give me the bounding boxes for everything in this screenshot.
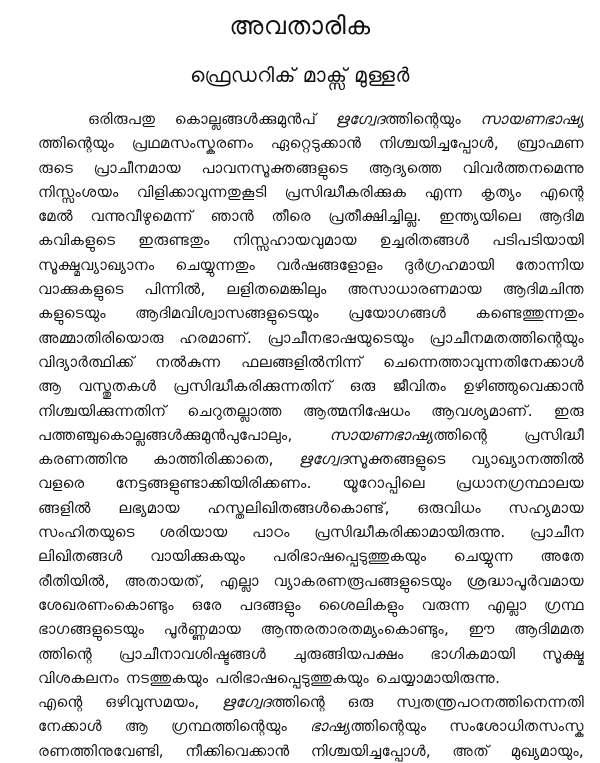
text-word: ഭാഷ്യത്തിന്റെയും <box>309 717 427 736</box>
text-word: ഏറ്റെടുക്കാൻ <box>270 134 362 153</box>
text-word: പ്രാചീനമതത്തിന്റെയും <box>429 328 584 347</box>
text-word: രണത്തിനുവേണ്ടി, <box>38 741 164 760</box>
text-word: രീതിയിൽ, <box>38 571 110 590</box>
text-word: ആദിമമത <box>514 620 584 639</box>
text-word: യൂറോപ്പിലെ <box>342 474 425 493</box>
text-word: അസാധാരണമായ <box>347 280 482 299</box>
text-word: വസ്തുതകൾ <box>78 377 157 396</box>
text-line <box>38 399 584 423</box>
text-word: എന്ന <box>424 182 463 201</box>
text-word: വളരെ <box>38 474 85 493</box>
text-word: ഉഴിഞ്ഞുവെക്കാൻ <box>463 377 584 396</box>
text-word: പൂർണ്ണമായ <box>163 620 242 639</box>
text-word: ഭാഗികമായി <box>430 644 516 663</box>
text-word: കവികളുടെ <box>38 231 116 250</box>
text-word: നൽകുന്ന <box>155 352 221 371</box>
text-word: ത്തിന്റെ <box>38 644 93 663</box>
text-word: രുടെ <box>38 158 74 177</box>
text-line <box>38 666 584 690</box>
text-word: ചെറുതല്ലാത്ത <box>187 401 282 420</box>
text-word: പദങ്ങളും <box>239 595 301 614</box>
text-word: ചെയ്യുന്ന <box>453 547 513 566</box>
text-word: സ്വതന്ത്രപഠനത്തിനെന്നതി <box>396 693 584 712</box>
text-word: ലഭ്യമായ <box>118 498 180 517</box>
text-word: ശേഖരണംകൊണ്ടും <box>38 595 174 614</box>
text-word: കരണത്തിനു <box>38 450 128 469</box>
text-word: നിസ്സഹായവുമായ <box>232 231 357 250</box>
text-word: ഇരുണ്ടതും <box>138 231 210 250</box>
text-word: ആദിമവിശ്വാസങ്ങളുടെയും <box>135 304 319 323</box>
text-word: ലിഖിതങ്ങൾ <box>38 547 123 566</box>
text-word: ചെയ്യാമായിരുന്നു. <box>375 668 501 687</box>
text-word: വായിക്കുകയും <box>150 547 246 566</box>
text-line <box>38 301 584 325</box>
text-word: മേൽ <box>38 207 73 226</box>
text-line <box>38 496 584 520</box>
text-word: പ്രസിദ്ധീകരിക്കാമായിരുന്നു. <box>314 523 506 542</box>
text-line <box>38 520 584 544</box>
text-word: പരിഭാഷപ്പെടുത്തുകയും <box>272 547 427 566</box>
text-word: വ്യാഖ്യാനത്തിൽ <box>470 450 584 469</box>
text-word: ഒരുവിധം <box>417 498 481 517</box>
text-word: സൂക്ഷ്മവ്യാഖ്യാനം <box>38 255 155 274</box>
text-line <box>38 471 584 495</box>
text-line <box>38 642 584 666</box>
text-word: എല്ലാ <box>219 571 259 590</box>
body-text <box>38 107 584 763</box>
text-word: നിശ്ചയിച്ചപ്പോൾ, <box>378 134 499 153</box>
text-word: അമ്മാതിരിയൊരു <box>38 328 164 347</box>
text-word: ങ്ങളിൽ <box>38 498 91 517</box>
text-word: നടത്തുകയും <box>125 668 209 687</box>
text-word: പിന്നിൽ, <box>144 280 206 299</box>
text-word: കണ്ടെത്തുന്നതും <box>475 304 584 323</box>
text-word: പ്രസിദ്ധീകരിക്കുന്നതിന് <box>173 377 333 396</box>
text-word: വിദ്യാർത്ഥിക്ക് <box>38 352 135 371</box>
text-word: നേക്കാൾ <box>38 717 102 736</box>
text-word: അത് <box>452 741 490 760</box>
text-word: നിശ്ചയിച്ചപ്പോൾ, <box>310 741 431 760</box>
text-word: ഫലങ്ങളിൽനിന്ന് <box>241 352 363 371</box>
text-line <box>38 447 584 471</box>
text-word: മുഖ്യമായും, <box>510 741 584 760</box>
text-word: സംശോധിതസംസ്ക <box>449 717 584 736</box>
text-line <box>38 714 584 738</box>
text-word: കൊല്ലങ്ങൾക്കുമുൻപ് <box>174 110 317 128</box>
author-name: ഫ്രെഡറിക് മാക്സ് മുള്ളർ <box>190 63 410 87</box>
text-word: ആദ്യത്തെ <box>368 158 442 177</box>
text-word: വാക്കുകളുടെ <box>38 280 124 299</box>
text-word: ആദിമ <box>538 207 584 226</box>
text-word: ആവശ്യമാണ്. <box>431 401 533 420</box>
text-word: ചെയ്യുന്നതും <box>175 255 256 274</box>
text-line <box>38 156 584 180</box>
text-word: കൃത്യം <box>480 182 522 201</box>
text-line <box>38 350 584 374</box>
text-word: പ്രാചീന <box>529 523 584 542</box>
text-word: പ്രാചീനമായ <box>93 158 181 177</box>
text-word: തോന്നിയ <box>515 255 584 274</box>
text-word: സഹ്യമായ <box>508 498 584 517</box>
text-word: അതായത്, <box>124 571 205 590</box>
text-word: ഒരു <box>349 377 376 396</box>
text-word: ഈ <box>468 620 495 639</box>
text-line <box>38 544 584 568</box>
text-word: ചെന്നെത്താവുന്നതിനേക്കാൾ <box>383 352 584 371</box>
text-word: സായണഭാഷ്യത്തിന്റെ <box>329 425 488 444</box>
text-word: പ്രയോഗങ്ങൾ <box>348 304 447 323</box>
text-word: കളുടെയും <box>38 304 106 323</box>
text-word: വിളിക്കാവുന്നതുകൂടി <box>136 182 267 201</box>
text-word: ശൈലികളും <box>318 595 404 614</box>
text-word: പാവനസൂക്തങ്ങളുടെ <box>201 158 348 177</box>
text-word: ഒഴിവുസമയം, <box>105 693 200 712</box>
text-word: ഗ്രന്ഥത്തിന്റെയും <box>171 717 288 736</box>
text-word: പ്രസിദ്ധീകരിക്കുക <box>284 182 407 201</box>
text-word: വ്യാകരണരൂപങ്ങളുടെയും <box>273 571 452 590</box>
text-word: പരിഭാഷപ്പെടുത്തുകയും <box>215 668 369 687</box>
text-word: ദുർഗ്രഹമായി <box>403 255 495 274</box>
text-word: ഭാഗങ്ങളുടെയും <box>38 620 145 639</box>
text-word: ശരിയായ <box>159 523 228 542</box>
text-word: പടിപടിയായി <box>492 231 584 250</box>
text-word: ഇന്ത്യയിലെ <box>439 207 522 226</box>
text-word: പ്രസിദ്ധീ <box>524 425 584 444</box>
text-word: ഉച്ചരിതങ്ങൾ <box>379 231 470 250</box>
text-line <box>38 569 584 593</box>
text-word: ഹരമാണ്. <box>179 328 253 347</box>
text-word: ഋഗ്വേദത്തിന്റെ <box>221 693 326 712</box>
text-word: പ്രാചീനഭാഷയുടെയും <box>267 328 414 347</box>
text-word: തീരെ <box>271 207 311 226</box>
text-word: ഗ്രന്ഥ <box>543 595 584 614</box>
text-word: വിവർത്തനമെന്നു <box>462 158 584 177</box>
text-word: എല്ലാ <box>487 595 527 614</box>
text-line <box>38 107 584 131</box>
text-word: കാത്തിരിക്കാതെ, <box>153 450 274 469</box>
text-word: അതേ <box>540 547 584 566</box>
text-word: ഋഗ്വേദസൂക്തങ്ങളുടെ <box>298 450 446 469</box>
text-word: നിശ്ചയിക്കുന്നതിന് <box>38 401 167 420</box>
text-word: പാഠം <box>252 523 290 542</box>
text-word: ആദിമചിന്ത <box>502 280 584 299</box>
text-word: ആന്തരതാരതമ്യംകൊണ്ടും, <box>260 620 449 639</box>
text-word: ചുരുങ്ങിയപക്ഷം <box>292 644 404 663</box>
text-word: ആ <box>124 717 149 736</box>
text-word: വന്നുവീഴുമെന്ന് <box>90 207 193 226</box>
text-line <box>38 228 584 252</box>
text-word: ഒരു <box>347 693 374 712</box>
text-word: ആ <box>38 377 62 396</box>
text-word: സായണഭാഷ്യ <box>480 110 584 128</box>
text-word: സൂക്ഷ്മ <box>541 644 584 663</box>
text-word: ഞാൻ <box>210 207 255 226</box>
text-line <box>38 131 584 155</box>
text-word: സംഹിതയുടെ <box>38 523 135 542</box>
text-word: പ്രധാനഗ്രന്ഥാലയ <box>455 474 584 493</box>
text-line <box>38 326 584 350</box>
text-word: എന്റെ <box>38 693 83 712</box>
text-word: ലളിതമെങ്കിലും <box>226 280 327 299</box>
text-line <box>38 253 584 277</box>
text-line <box>38 739 584 763</box>
text-word: ഒരേ <box>191 595 222 614</box>
text-word: നേട്ടങ്ങളുണ്ടാക്കിയിരിക്കണം. <box>115 474 312 493</box>
text-word: ആത്മനിഷേധം <box>302 401 411 420</box>
text-line <box>38 374 584 398</box>
text-line <box>38 593 584 617</box>
text-word: ത്തിന്റെയും <box>38 134 115 153</box>
text-word: വർഷങ്ങളോളം <box>275 255 383 274</box>
text-line <box>38 617 584 641</box>
text-word: വരുന്ന <box>421 595 470 614</box>
text-word: നിസ്സംശയം <box>38 182 119 201</box>
text-word: പ്രഥമസംസ്കരണം <box>131 134 254 153</box>
text-line <box>38 204 584 228</box>
text-line <box>38 690 584 714</box>
text-word: ഋഗ്വേദത്തിന്റെയും <box>335 110 461 128</box>
text-word: വിശകലനം <box>38 668 119 687</box>
text-word: ഒരിരുപതു <box>88 110 156 128</box>
text-word: ഇരു <box>553 401 584 420</box>
text-word: നീക്കിവെക്കാൻ <box>185 741 290 760</box>
text-word: ബ്രാഹ്മണ <box>516 134 584 153</box>
text-word: പ്രാചീനാവശിഷ്ടങ്ങൾ <box>118 644 267 663</box>
text-word: ജീവിതം <box>392 377 447 396</box>
text-line <box>38 423 584 447</box>
text-line <box>38 180 584 204</box>
text-word: ഹസ്തലിഖിതങ്ങൾകൊണ്ട്, <box>207 498 390 517</box>
text-word: പത്തഞ്ചുകൊല്ലങ്ങൾക്കുമുൻപുപോലും, <box>38 425 293 444</box>
text-line <box>38 277 584 301</box>
text-word: എന്റെ <box>539 182 584 201</box>
text-word: ശ്രദ്ധാപൂർവമായ <box>466 571 584 590</box>
text-word: പ്രതീക്ഷിച്ചില്ല. <box>328 207 422 226</box>
document-title: അവതാരിക <box>229 11 371 40</box>
